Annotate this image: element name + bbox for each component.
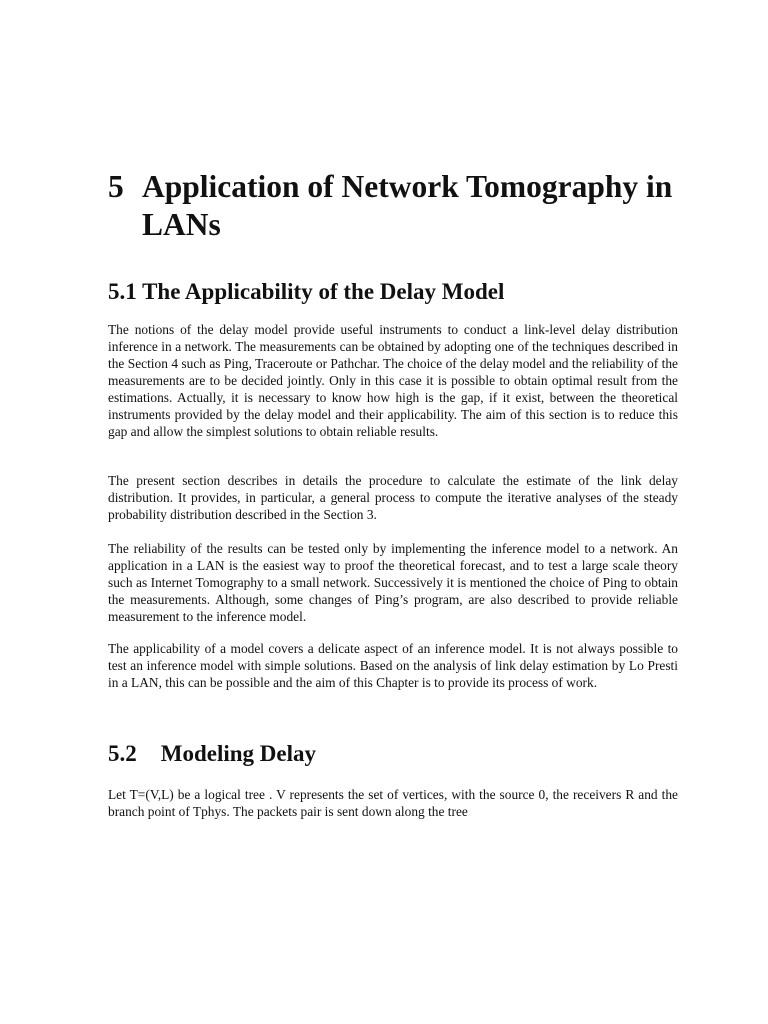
- section-title-text: The Applicability of the Delay Model: [142, 279, 505, 304]
- section-number: 5.2: [108, 741, 137, 766]
- section-heading-5-1: [108, 278, 504, 306]
- paragraph: Let T=(V,L) be a logical tree . V represents the set of vertices, with the source 0, the receivers R and the branch point of Tphys. The packets pair is sent down along the tree: [108, 787, 678, 819]
- paragraph: The applicability of a model covers a delicate aspect of an inference model. It is not always possible to test an inference model with simple solutions. Based on the analysis of link delay estimation by Lo Presti in a LAN, this can be possible and the aim of this Chapter is to provide its process of work.: [108, 641, 678, 690]
- section-title-text: Modeling Delay: [160, 741, 316, 766]
- paragraph: The present section describes in details the procedure to calculate the estimate of the link delay distribution. It provides, in particular, a general process to compute the iterative analyses of the steady probability distribution described in the Section 3.: [108, 473, 678, 522]
- paragraph: The reliability of the results can be tested only by implementing the inference model to a network. An application in a LAN is the easiest way to proof the theoretical forecast, and to test a large scale theory such as Internet Tomography to a small network. Successively it is mentioned the choice of Ping to obtain the measurements. Although, some changes of Ping’s program, are also described to provide reliable measurement to the inference model.: [108, 541, 678, 624]
- chapter-title-text: Application of Network Tomography in LANs: [142, 169, 673, 242]
- chapter-number: 5: [108, 169, 124, 204]
- chapter-title: [108, 168, 688, 244]
- section-number: 5.1: [108, 279, 137, 304]
- section-heading-5-2: [108, 740, 316, 768]
- paragraph: The notions of the delay model provide useful instruments to conduct a link-level delay distribution inference in a network. The measurements can be obtained by adopting one of the techniques described in the Section 4 such as Ping, Traceroute or Pathchar. The choice of the delay model and the reliability of the measurements are to be decided jointly. Only in this case it is possible to obtain optimal result from the estimations. Actually, it is necessary to know how high is the gap, if it exist, between the theoretical instruments provided by the delay model and their applicability. The aim of this section is to reduce this gap and allow the simplest solutions to obtain reliable results.: [108, 322, 678, 439]
